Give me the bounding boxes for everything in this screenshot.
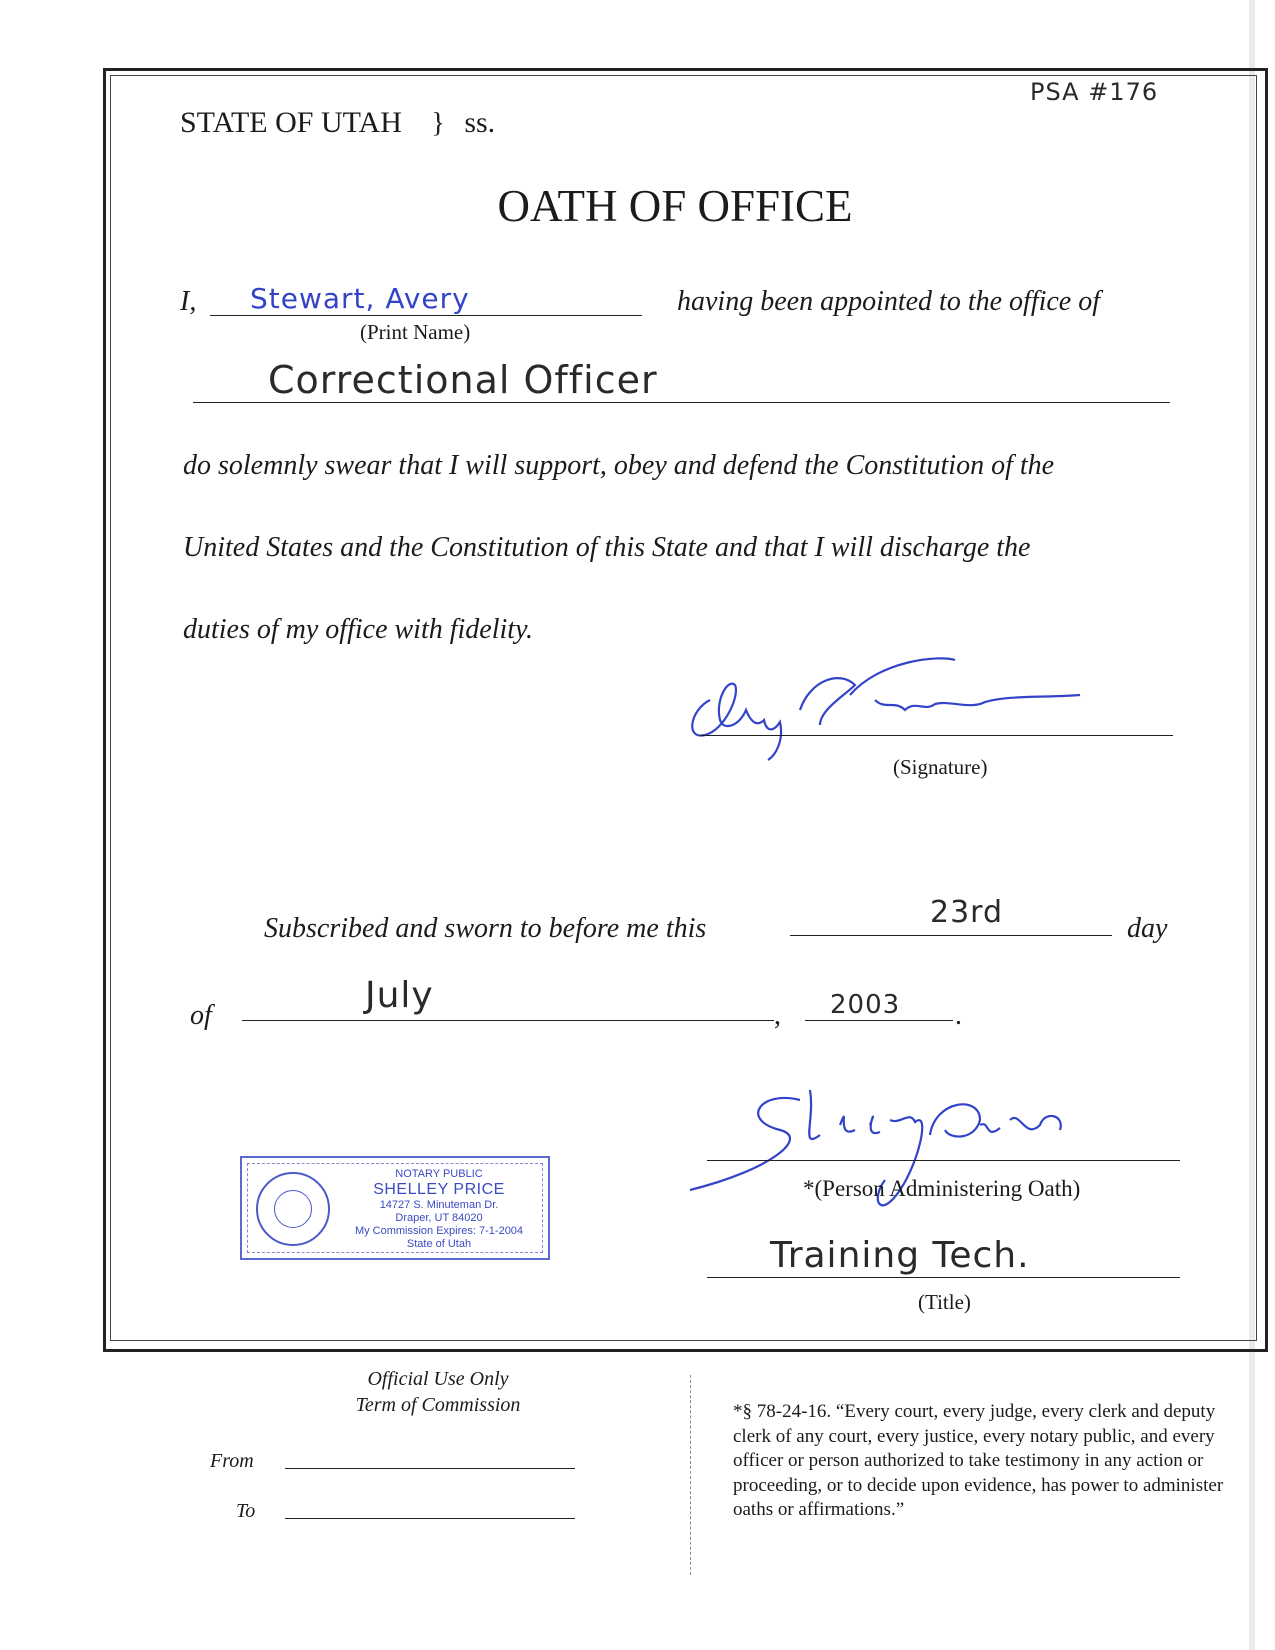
title-value: Training Tech.	[770, 1235, 1030, 1276]
notary-seal-icon	[256, 1172, 330, 1246]
day-label: day	[1127, 913, 1168, 944]
to-line[interactable]	[285, 1518, 575, 1519]
state-label: STATE OF UTAH	[180, 106, 402, 139]
oath-prefix: I,	[180, 286, 197, 317]
month-value: July	[365, 975, 434, 1016]
from-label: From	[210, 1450, 254, 1472]
state-heading	[180, 106, 495, 140]
oath-body-line-2: United States and the Constitution of this State and that I will discharge the	[183, 532, 1031, 563]
official-use	[313, 1366, 563, 1418]
print-name-label: (Print Name)	[360, 320, 471, 344]
brace: }	[431, 108, 445, 139]
administering-line	[707, 1160, 1180, 1161]
office-value: Correctional Officer	[268, 358, 658, 402]
ss-label: ss.	[464, 106, 496, 139]
oath-body-line-1: do solemnly swear that I will support, obey and defend the Constitution of the	[183, 450, 1055, 481]
to-label: To	[236, 1500, 256, 1522]
administrator-signature	[680, 1080, 1110, 1230]
of-label: of	[190, 1000, 212, 1031]
stamp-address1: 14727 S. Minuteman Dr.	[379, 1199, 499, 1211]
stamp-name: SHELLEY PRICE	[373, 1181, 505, 1198]
stamp-text	[338, 1168, 540, 1251]
appointed-text: having been appointed to the office of	[677, 286, 1101, 317]
notary-stamp	[240, 1156, 550, 1260]
stamp-address2: Draper, UT 84020	[395, 1212, 483, 1224]
year-line	[805, 1020, 953, 1021]
administering-label: *(Person Administering Oath)	[803, 1176, 1081, 1201]
from-line[interactable]	[285, 1468, 575, 1469]
signature-line	[700, 735, 1173, 736]
period: .	[955, 1000, 962, 1031]
office-line	[193, 402, 1170, 403]
official-use-subtitle: Term of Commission	[355, 1394, 521, 1416]
title-label: (Title)	[918, 1290, 971, 1314]
statute-footnote: *§ 78-24-16. “Every court, every judge, every clerk and deputy clerk of any court, every justice, every notary public, and every officer or person authorized to take testimony in any action or proceeding, or to decide upon evidence, has power to administer oaths or affirmations.”	[733, 1401, 1224, 1520]
day-line	[790, 935, 1112, 936]
oath-signature	[680, 640, 1140, 770]
signature-label: (Signature)	[893, 755, 988, 779]
month-line	[242, 1020, 774, 1021]
comma: ,	[774, 1000, 781, 1031]
stamp-line1: NOTARY PUBLIC	[395, 1168, 483, 1180]
page-title: OATH OF OFFICE	[497, 181, 853, 231]
day-value: 23rd	[930, 895, 1004, 930]
print-name-value: Stewart, Avery	[250, 282, 470, 315]
file-number: PSA #176	[1030, 78, 1159, 106]
stamp-commission: My Commission Expires: 7-1-2004	[354, 1225, 524, 1237]
column-divider	[690, 1375, 691, 1575]
title-line	[707, 1277, 1180, 1278]
year-value: 2003	[830, 990, 901, 1020]
stamp-state: State of Utah	[406, 1238, 472, 1250]
print-name-line	[210, 315, 642, 316]
oath-body-line-3: duties of my office with fidelity.	[183, 614, 533, 645]
official-use-title: Official Use Only	[367, 1368, 509, 1390]
sworn-text: Subscribed and sworn to before me this	[264, 913, 707, 944]
